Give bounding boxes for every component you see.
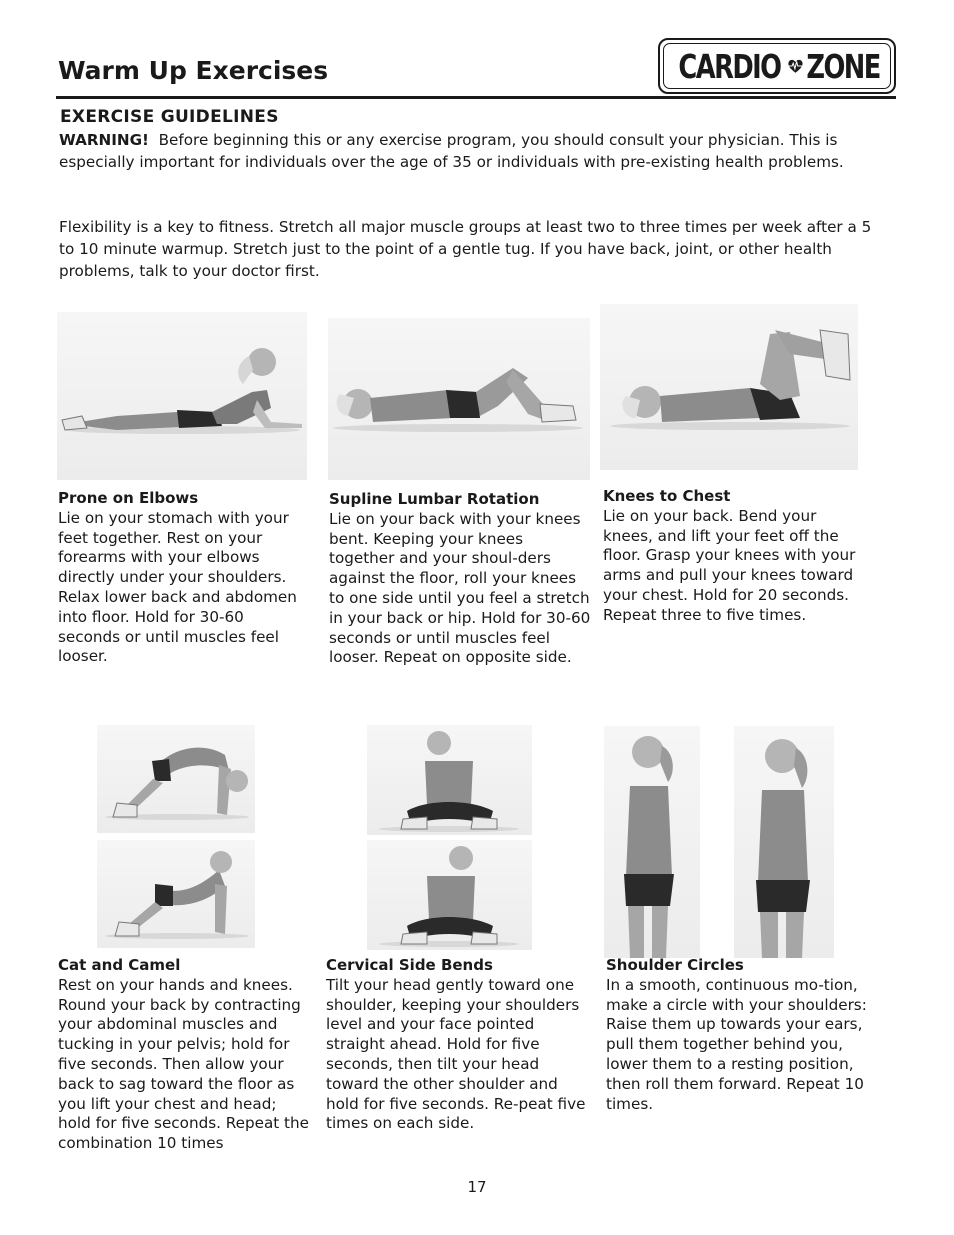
photo-cervical-bend-left xyxy=(367,725,532,835)
photo-cat-pose xyxy=(97,725,255,833)
exercise-shoulder-circles xyxy=(606,956,874,1114)
exercise-supline-lumbar-rotation xyxy=(329,490,593,668)
exercise-text: Tilt your head gently toward one shoulder, keeping your shoulders level and your face pointed straight ahead. Hold for five seconds, then tilt your head toward the other shoulder and hold for five seconds. Re-peat five times on each side. xyxy=(326,975,586,1133)
page-number: 17 xyxy=(467,1178,487,1196)
exercise-text: Lie on your stomach with your feet together. Rest on your forearms with your elbows directly under your shoulders. Relax lower back and abdomen into floor. Hold for 30-60 seconds or until muscles feel looser. xyxy=(58,508,297,666)
warning-label: WARNING! xyxy=(59,131,149,149)
exercise-title: Prone on Elbows xyxy=(58,489,199,507)
header-rule xyxy=(56,96,896,99)
photo-shoulder-circles-angle xyxy=(734,726,834,958)
exercise-cat-and-camel xyxy=(58,956,310,1154)
exercise-prone-on-elbows xyxy=(58,489,310,667)
exercise-text: In a smooth, continuous mo-tion, make a circle with your shoulders: Raise them up towards your ears, pull them together behind you, lower them to a resting position, then roll them forward. Repeat 10 times. xyxy=(606,975,867,1113)
page-title: Warm Up Exercises xyxy=(58,56,329,85)
exercise-text: Lie on your back with your knees bent. Keeping your knees together and your shoul-ders against the floor, roll your knees to one side until you feel a stretch in your back or hip. Hold for 30-60 seconds or until muscles feel looser. Repeat on opposite side. xyxy=(329,509,591,667)
flexibility-paragraph: Flexibility is a key to fitness. Stretch all major muscle groups at least two to three times per week after a 5 to 10 minute warmup. Stretch just to the point of a gentle tug. If you have back, joint, or other health problems, talk to your doctor first. xyxy=(59,218,872,280)
exercise-cervical-side-bends xyxy=(326,956,594,1134)
logo-text-left: CARDIO xyxy=(678,46,781,86)
photo-shoulder-circles-side xyxy=(604,726,700,958)
heart-pulse-icon xyxy=(787,52,804,80)
exercise-title: Supline Lumbar Rotation xyxy=(329,490,540,508)
photo-camel-pose xyxy=(97,840,255,948)
cardio-zone-logo xyxy=(658,38,896,94)
exercise-title: Knees to Chest xyxy=(603,487,731,505)
logo-text-right: ZONE xyxy=(806,46,880,86)
warning-text: Before beginning this or any exercise program, you should consult your physician. This is especially important for individuals over the age of 35 or individuals with pre-existing health problems. xyxy=(59,131,844,171)
exercise-text: Rest on your hands and knees. Round your back by contracting your abdominal muscles and tucking in your pelvis; hold for five seconds. Then allow your back to sag toward the floor as you lift your chest and head; hold for five seconds. Repeat the combination 10 times xyxy=(58,975,309,1153)
exercise-title: Cat and Camel xyxy=(58,956,181,974)
section-heading: EXERCISE GUIDELINES xyxy=(60,107,279,127)
photo-prone-on-elbows xyxy=(57,312,307,480)
photo-cervical-bend-right xyxy=(367,840,532,950)
exercise-text: Lie on your back. Bend your knees, and lift your feet off the floor. Grasp your knees with your arms and pull your knees toward your chest. Hold for 20 seconds. Repeat three to five times. xyxy=(603,506,856,624)
exercise-knees-to-chest xyxy=(603,487,869,626)
exercise-title: Shoulder Circles xyxy=(606,956,744,974)
photo-knees-to-chest xyxy=(600,304,858,470)
warning-paragraph xyxy=(59,129,889,173)
exercise-title: Cervical Side Bends xyxy=(326,956,493,974)
photo-supline-lumbar-rotation xyxy=(328,318,590,480)
